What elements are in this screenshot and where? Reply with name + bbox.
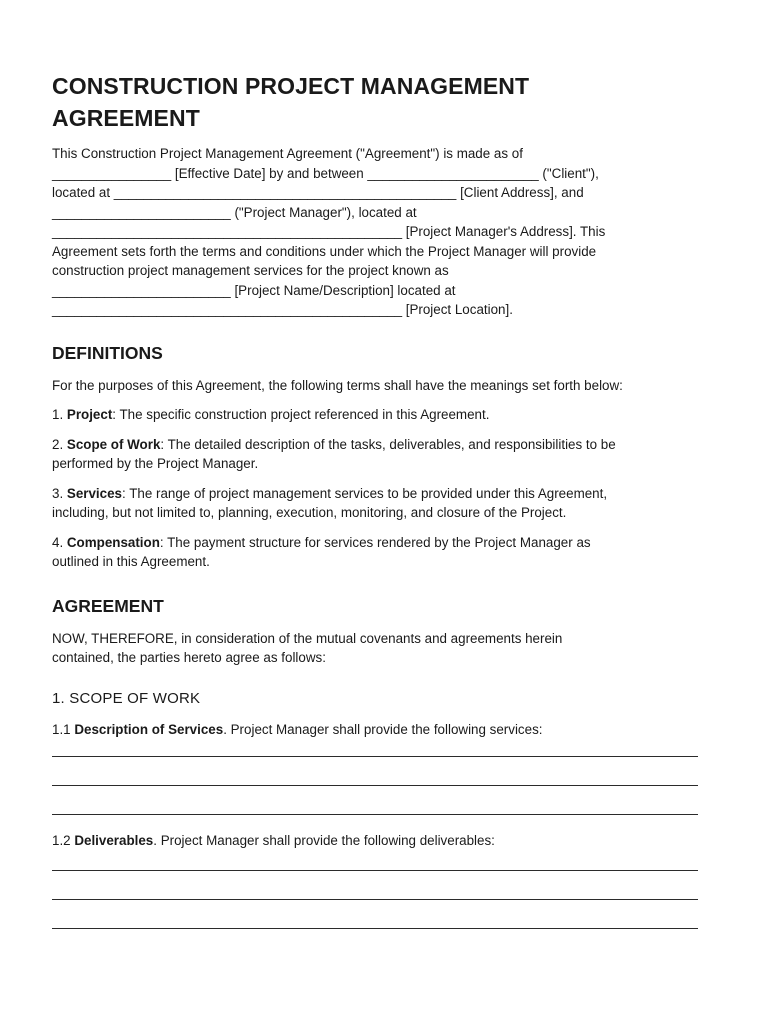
- title-line-1: CONSTRUCTION PROJECT MANAGEMENT: [52, 73, 530, 99]
- definition-text: outlined in this Agreement.: [52, 554, 210, 569]
- intro-line: _______________________________________________ [Project Manager's Address]. This: [52, 224, 606, 239]
- definition-text: : The payment structure for services rendered by the Project Manager as: [159, 534, 591, 550]
- scope-of-work-heading: 1. SCOPE OF WORK: [52, 689, 201, 707]
- document-title: [52, 70, 720, 134]
- intro-line: Agreement sets forth the terms and conditions under which the Project Manager will provide: [52, 243, 597, 259]
- definition-text: : The range of project management services to be provided under this Agreement,: [122, 485, 608, 501]
- fill-in-line[interactable]: [52, 755, 698, 757]
- definition-text: including, but not limited to, planning, execution, monitoring, and closure of the Project.: [52, 505, 567, 520]
- title-line-2: AGREEMENT: [52, 105, 200, 131]
- deliverables-clause: [52, 831, 720, 851]
- services-fill-lines: [52, 755, 720, 815]
- agreement-heading: AGREEMENT: [52, 595, 164, 616]
- clause-term: Deliverables: [74, 833, 154, 848]
- intro-line: ________________ [Effective Date] by and between _______________________ ("Client"),: [52, 165, 599, 181]
- definition-term: Scope of Work: [66, 436, 161, 452]
- agreement-line: NOW, THEREFORE, in consideration of the mutual covenants and agreements herein: [52, 630, 563, 646]
- definition-number: 4.: [52, 534, 67, 550]
- definitions-lead: For the purposes of this Agreement, the following terms shall have the meanings set forth below:: [52, 377, 623, 393]
- definition-item-services: [52, 484, 720, 523]
- deliverables-fill-lines: [52, 869, 720, 929]
- fill-in-line[interactable]: [52, 869, 698, 871]
- clause-term: Description of Services: [74, 721, 224, 737]
- definition-text: : The detailed description of the tasks, deliverables, and responsibilities to be: [160, 436, 616, 452]
- description-of-services-clause: [52, 720, 720, 740]
- agreement-paragraph: [52, 629, 720, 668]
- clause-text: . Project Manager shall provide the following services:: [223, 721, 543, 737]
- fill-in-line[interactable]: [52, 813, 698, 815]
- fill-in-line[interactable]: [52, 898, 698, 900]
- definition-text: : The specific construction project referenced in this Agreement.: [112, 407, 490, 422]
- definition-term: Project: [66, 407, 113, 422]
- intro-line: construction project management services for the project known as: [52, 263, 449, 278]
- definition-number: 3.: [52, 485, 67, 501]
- definition-text: performed by the Project Manager.: [52, 456, 259, 471]
- definitions-heading: DEFINITIONS: [52, 342, 163, 363]
- fill-in-line[interactable]: [52, 784, 698, 786]
- clause-text: . Project Manager shall provide the following deliverables:: [153, 833, 495, 848]
- definition-item-compensation: [52, 533, 720, 572]
- intro-line: ________________________ [Project Name/Description] located at: [52, 282, 456, 298]
- definition-number: 2.: [52, 436, 67, 452]
- clause-number: 1.2: [52, 833, 75, 848]
- fill-in-line[interactable]: [52, 927, 698, 929]
- definition-item-project: [52, 405, 720, 425]
- intro-paragraph: [52, 144, 720, 320]
- intro-line: located at ______________________________________________ [Client Address], and: [52, 185, 584, 200]
- definition-item-scope-of-work: [52, 435, 720, 474]
- document-page: [52, 70, 720, 929]
- definition-term: Services: [66, 485, 122, 501]
- intro-line: This Construction Project Management Agreement ("Agreement") is made as of: [52, 146, 523, 161]
- intro-line: ________________________ ("Project Manager"), located at: [52, 204, 417, 220]
- intro-line: _______________________________________________ [Project Location].: [52, 302, 513, 317]
- clause-number: 1.1: [52, 721, 75, 737]
- definition-number: 1.: [52, 407, 67, 422]
- definition-term: Compensation: [66, 534, 160, 550]
- definitions-list: [52, 405, 720, 572]
- agreement-line: contained, the parties hereto agree as follows:: [52, 650, 326, 665]
